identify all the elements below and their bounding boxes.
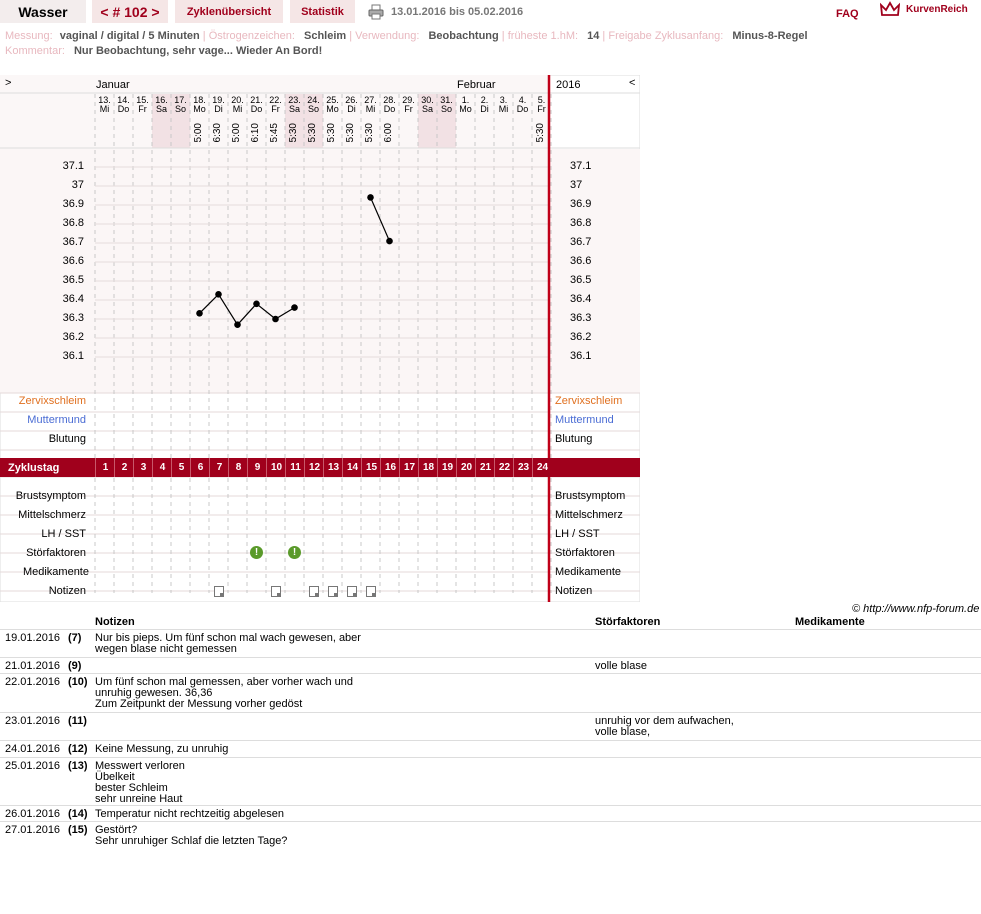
note-text-line: Sehr unruhiger Schlaf die letzten Tage? <box>95 835 288 847</box>
cycle-day-24: 24 <box>532 458 552 477</box>
note-cycle-day: (11) <box>68 715 87 727</box>
messung-label: Messung: <box>5 30 53 42</box>
note-icon[interactable] <box>328 586 338 597</box>
weekday: Mo <box>193 104 206 114</box>
day-column[interactable] <box>266 95 285 143</box>
measure-time: 5:30 <box>288 123 299 143</box>
note-text-line: sehr unreine Haut <box>95 793 183 805</box>
notes-header-notizen: Notizen <box>95 616 135 628</box>
cycle-day-13: 13 <box>323 458 343 477</box>
notes-row <box>0 805 981 822</box>
day-column[interactable] <box>209 95 228 143</box>
day-number: 27. <box>364 95 377 105</box>
day-column[interactable] <box>95 96 114 114</box>
day-number: 23. <box>288 95 301 105</box>
row-label-brustsymptom-right: Brustsymptom <box>555 490 626 502</box>
weekday: Sa <box>421 104 433 114</box>
cycle-day-2: 2 <box>114 458 134 477</box>
day-number: 22. <box>269 95 282 105</box>
temperature-point <box>215 291 222 298</box>
notes-row <box>0 740 981 758</box>
notes-row <box>0 712 981 741</box>
temperature-point <box>386 238 393 245</box>
row-label-stoerfaktoren: Störfaktoren <box>26 547 86 559</box>
cycle-day-1: 1 <box>95 458 115 477</box>
note-icon[interactable] <box>309 586 319 597</box>
temp-tick-right: 36.1 <box>570 350 592 362</box>
note-cycle-day: (13) <box>68 760 88 772</box>
cycle-day-14: 14 <box>342 458 362 477</box>
note-date: 24.01.2016 <box>5 743 61 755</box>
day-column[interactable] <box>456 96 475 114</box>
note-text-line: Messwert verloren <box>95 760 185 772</box>
measure-time: 5:30 <box>364 123 375 143</box>
note-date: 21.01.2016 <box>5 660 61 672</box>
note-date: 25.01.2016 <box>5 760 61 772</box>
day-number: 16. <box>155 95 168 105</box>
note-text-line: Gestört? <box>95 824 138 836</box>
temp-tick-left: 36.7 <box>62 236 84 248</box>
day-number: 24. <box>307 95 320 105</box>
day-column[interactable] <box>494 96 513 114</box>
note-text-line: Zum Zeitpunkt der Messung vorher gedöst <box>95 698 303 710</box>
day-number: 2. <box>480 95 489 105</box>
temp-tick-right: 36.7 <box>570 236 592 248</box>
note-cycle-day: (12) <box>68 743 88 755</box>
weekday: So <box>440 104 452 114</box>
day-number: 1. <box>461 95 470 105</box>
temp-tick-left: 37 <box>71 179 84 191</box>
weekday: Fr <box>404 104 413 114</box>
day-number: 17. <box>174 95 187 105</box>
row-label-zervixschleim: Zervixschleim <box>18 395 86 407</box>
cycle-day-16: 16 <box>380 458 400 477</box>
temp-tick-left: 36.9 <box>62 198 84 210</box>
measure-time: 6:10 <box>250 123 261 143</box>
day-number: 5. <box>537 95 546 105</box>
measure-time: 5:30 <box>345 123 356 143</box>
note-cycle-day: (10) <box>68 676 88 688</box>
measure-time: 5:00 <box>231 123 242 143</box>
notes-row <box>0 821 981 852</box>
day-number: 31. <box>440 95 453 105</box>
note-text-line: bester Schleim <box>95 782 168 794</box>
cycle-day-17: 17 <box>399 458 419 477</box>
cycle-day-19: 19 <box>437 458 457 477</box>
temperature-point <box>272 316 279 323</box>
user-name: Wasser <box>0 0 86 23</box>
day-column[interactable] <box>418 96 437 114</box>
row-label-blutung: Blutung <box>48 433 86 445</box>
row-label-mittelschmerz: Mittelschmerz <box>18 509 86 521</box>
note-cycle-day: (9) <box>68 660 82 672</box>
temp-tick-right: 36.5 <box>570 274 592 286</box>
note-text-line: wegen blase nicht gemessen <box>95 643 237 655</box>
notes-row <box>0 673 981 713</box>
temp-tick-right: 36.4 <box>570 293 592 305</box>
day-column[interactable] <box>399 96 418 114</box>
cycle-day-21: 21 <box>475 458 495 477</box>
warning-icon[interactable]: ! <box>250 546 263 559</box>
note-date: 19.01.2016 <box>5 632 61 644</box>
temp-tick-left: 36.2 <box>62 331 84 343</box>
weekday: Mi <box>232 104 243 114</box>
notes-row <box>0 629 981 658</box>
day-number: 14. <box>117 95 130 105</box>
day-number: 30. <box>421 95 434 105</box>
temp-tick-right: 36.6 <box>570 255 592 267</box>
tab-statistik[interactable]: Statistik <box>290 0 355 23</box>
row-label-stoerfaktoren-right: Störfaktoren <box>555 547 615 559</box>
temp-tick-left: 36.1 <box>62 350 84 362</box>
weekday: Mi <box>365 104 376 114</box>
measure-time: 6:30 <box>212 123 223 143</box>
frueheste-value: 14 <box>587 30 600 42</box>
note-date: 27.01.2016 <box>5 824 61 836</box>
stoer-text-line: volle blase, <box>595 726 651 738</box>
measure-time: 5:30 <box>535 123 546 143</box>
row-label-lh-sst: LH / SST <box>41 528 86 540</box>
note-text-line: Keine Messung, zu unruhig <box>95 743 229 755</box>
note-icon[interactable] <box>366 586 376 597</box>
temp-tick-right: 36.9 <box>570 198 592 210</box>
zyklustag-row <box>0 458 640 477</box>
cycle-chart <box>0 75 640 602</box>
row-label-medikamente-right: Medikamente <box>555 566 622 578</box>
temperature-point <box>196 310 203 317</box>
stoer-text-line: unruhig vor dem aufwachen, <box>595 715 734 727</box>
day-column[interactable] <box>114 96 133 114</box>
zyklustag-label: Zyklustag <box>8 462 60 474</box>
date-range: 13.01.2016 bis 05.02.2016 <box>391 6 524 18</box>
day-column[interactable] <box>285 95 304 143</box>
year-label: 2016 <box>556 79 581 91</box>
temperature-point <box>253 301 260 308</box>
cycle-day-18: 18 <box>418 458 438 477</box>
temperature-point <box>234 321 241 328</box>
weekday: Do <box>516 104 529 114</box>
day-number: 18. <box>193 95 206 105</box>
cycle-day-5: 5 <box>171 458 191 477</box>
weekday: So <box>307 104 319 114</box>
kommentar-label: Kommentar: <box>5 45 65 57</box>
day-column[interactable] <box>513 96 532 114</box>
weekday: Do <box>117 104 130 114</box>
note-date: 22.01.2016 <box>5 676 61 688</box>
day-column[interactable] <box>532 95 551 143</box>
note-text-line: unruhig gewesen. 36,36 <box>95 687 213 699</box>
temp-tick-right: 36.2 <box>570 331 592 343</box>
day-column[interactable] <box>380 95 399 143</box>
freigabe-value: Minus-8-Regel <box>732 30 808 42</box>
cycle-day-20: 20 <box>456 458 476 477</box>
day-number: 29. <box>402 95 415 105</box>
messung-value: vaginal / digital / 5 Minuten <box>59 30 200 42</box>
weekday: Mo <box>326 104 339 114</box>
day-column[interactable] <box>304 95 323 143</box>
day-column[interactable] <box>247 95 266 143</box>
note-text-line: Temperatur nicht rechtzeitig abgelesen <box>95 808 284 820</box>
notes-row <box>0 657 981 674</box>
note-text-line: Um fünf schon mal gemessen, aber vorher wach und <box>95 676 354 688</box>
weekday: Sa <box>155 104 167 114</box>
cycle-day-8: 8 <box>228 458 248 477</box>
cycle-day-22: 22 <box>494 458 514 477</box>
cycle-day-23: 23 <box>513 458 533 477</box>
row-label-mittelschmerz-right: Mittelschmerz <box>555 509 623 521</box>
oestrogen-label: Östrogenzeichen: <box>208 30 295 42</box>
temp-tick-right: 36.8 <box>570 217 592 229</box>
measure-time: 5:30 <box>326 123 337 143</box>
row-label-lh-sst-right: LH / SST <box>555 528 600 540</box>
measure-time: 6:00 <box>383 123 394 143</box>
note-text-line: Nur bis pieps. Um fünf schon mal wach gewesen, aber <box>95 632 361 644</box>
weekday: Do <box>383 104 396 114</box>
temp-tick-left: 36.3 <box>62 312 84 324</box>
cycle-day-4: 4 <box>152 458 172 477</box>
temp-tick-left: 37.1 <box>62 160 84 172</box>
temp-tick-left: 36.5 <box>62 274 84 286</box>
measure-time: 5:00 <box>193 123 204 143</box>
temp-tick-left: 36.6 <box>62 255 84 267</box>
weekday: Di <box>347 104 356 114</box>
month-februar: Februar <box>457 79 496 91</box>
tab-zyklenuebersicht[interactable]: Zyklenübersicht <box>175 0 283 23</box>
row-label-muttermund: Muttermund <box>27 414 86 426</box>
cycle-day-15: 15 <box>361 458 381 477</box>
cycle-day-7: 7 <box>209 458 229 477</box>
weekday: Sa <box>288 104 300 114</box>
cycle-day-9: 9 <box>247 458 267 477</box>
nav-prev-arrow[interactable]: > <box>5 77 12 89</box>
weekday: Mi <box>498 104 509 114</box>
weekday: Fr <box>138 104 147 114</box>
cycle-day-10: 10 <box>266 458 286 477</box>
warning-icon[interactable]: ! <box>288 546 301 559</box>
note-icon[interactable] <box>271 586 281 597</box>
day-number: 15. <box>136 95 149 105</box>
verwendung-label: Verwendung: <box>355 30 420 42</box>
day-number: 3. <box>499 95 508 105</box>
temp-tick-right: 36.3 <box>570 312 592 324</box>
day-column[interactable] <box>133 96 152 114</box>
day-number: 21. <box>250 95 263 105</box>
chart-canvas <box>0 75 640 602</box>
weekday: Di <box>214 104 223 114</box>
weekday: Fr <box>271 104 280 114</box>
note-text-line: Übelkeit <box>95 771 135 783</box>
temp-tick-left: 36.8 <box>62 217 84 229</box>
freigabe-label: Freigabe Zyklusanfang: <box>608 30 724 42</box>
note-icon[interactable] <box>347 586 357 597</box>
day-number: 28. <box>383 95 396 105</box>
stoer-text-line: volle blase <box>595 660 647 672</box>
weekday: Mo <box>459 104 472 114</box>
day-column[interactable] <box>361 95 380 143</box>
day-number: 20. <box>231 95 244 105</box>
temp-tick-right: 37 <box>570 179 583 191</box>
weekday: Di <box>480 104 489 114</box>
row-label-zervixschleim-right: Zervixschleim <box>555 395 623 407</box>
month-januar: Januar <box>96 79 130 91</box>
day-column[interactable] <box>190 95 209 143</box>
cycle-day-3: 3 <box>133 458 153 477</box>
note-cycle-day: (14) <box>68 808 88 820</box>
notes-header-medikamente: Medikamente <box>795 616 865 628</box>
day-column[interactable] <box>437 96 456 114</box>
measure-time: 5:30 <box>307 123 318 143</box>
row-label-brustsymptom: Brustsymptom <box>15 490 86 502</box>
day-column[interactable] <box>323 95 342 143</box>
logo-text: KurvenReich <box>906 4 968 15</box>
day-column[interactable] <box>342 95 361 143</box>
temperature-point <box>367 194 374 201</box>
faq-link[interactable]: FAQ <box>836 8 859 20</box>
cycle-day-11: 11 <box>285 458 305 477</box>
day-number: 4. <box>518 95 527 105</box>
day-number: 25. <box>326 95 339 105</box>
day-number: 19. <box>212 95 225 105</box>
info-line-1: Messung: vaginal / digital / 5 Minuten | Östrogenzeichen: Schleim | Verwendung: Beobachtung | früheste 1.hM: 14 | Freigabe Zyklusanfang: Minus-8-Regel <box>5 30 808 42</box>
row-label-blutung-right: Blutung <box>555 433 593 445</box>
note-date: 26.01.2016 <box>5 808 61 820</box>
kommentar-value: Nur Beobachtung, sehr vage... Wieder An Bord! <box>73 45 323 57</box>
notes-row <box>0 757 981 806</box>
temp-tick-right: 37.1 <box>570 160 592 172</box>
row-label-medikamente: Medikamente <box>22 566 89 578</box>
frueheste-label: früheste 1.hM: <box>507 30 579 42</box>
weekday: Mi <box>99 104 110 114</box>
crown-icon <box>880 1 900 19</box>
info-line-2 <box>5 45 322 57</box>
weekday: Do <box>250 104 263 114</box>
day-number: 26. <box>345 95 358 105</box>
temp-tick-left: 36.4 <box>62 293 84 305</box>
day-number: 13. <box>98 95 111 105</box>
day-column[interactable] <box>152 96 171 114</box>
cycle-day-6: 6 <box>190 458 210 477</box>
note-cycle-day: (15) <box>68 824 88 836</box>
oestrogen-value: Schleim <box>304 30 347 42</box>
weekday: Fr <box>537 104 546 114</box>
note-cycle-day: (7) <box>68 632 82 644</box>
row-label-muttermund-right: Muttermund <box>555 414 614 426</box>
cycle-day-12: 12 <box>304 458 324 477</box>
day-column[interactable] <box>171 96 190 114</box>
nav-next-arrow[interactable]: < <box>629 77 636 89</box>
note-date: 23.01.2016 <box>5 715 61 727</box>
notes-header-stoerfaktoren: Störfaktoren <box>595 616 661 628</box>
cycle-navigator[interactable]: < # 102 > <box>92 0 168 23</box>
weekday: So <box>174 104 186 114</box>
copyright: © http://www.nfp-forum.de <box>852 603 980 615</box>
printer-icon[interactable] <box>368 4 384 20</box>
day-column[interactable] <box>228 95 247 143</box>
row-label-notizen: Notizen <box>48 585 86 597</box>
temperature-point <box>291 304 298 311</box>
row-label-notizen-right: Notizen <box>555 585 593 597</box>
note-icon[interactable] <box>214 586 224 597</box>
verwendung-value: Beobachtung <box>428 30 499 42</box>
day-column[interactable] <box>475 96 494 114</box>
measure-time: 5:45 <box>269 123 280 143</box>
